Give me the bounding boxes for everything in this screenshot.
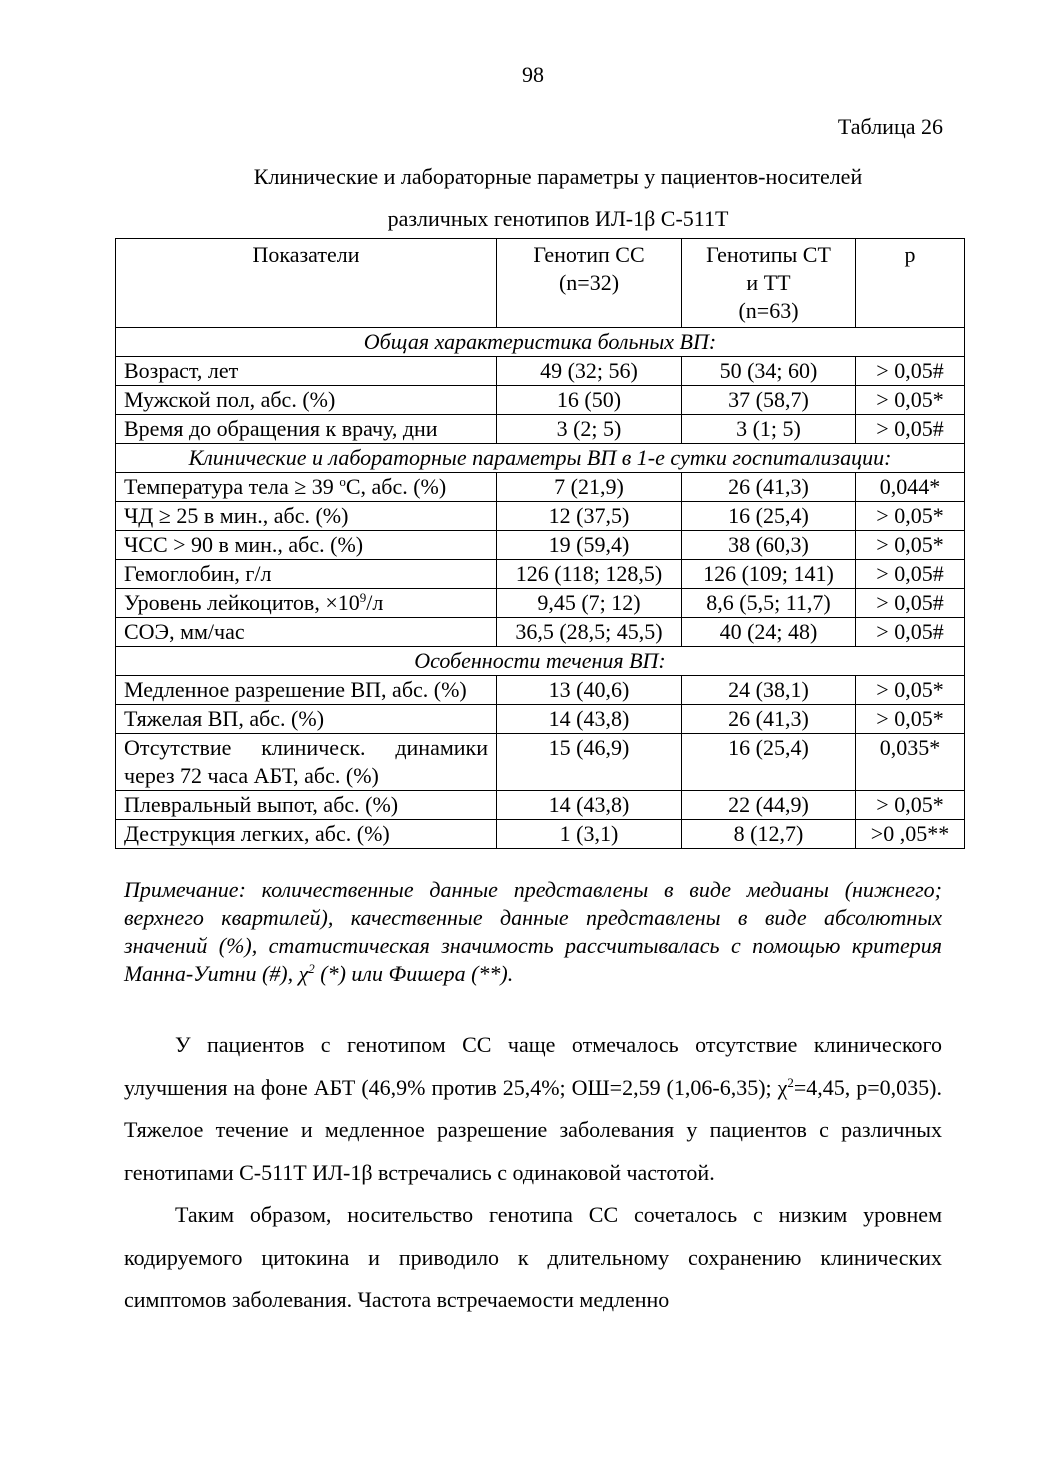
- cell-ct-tt: 22 (44,9): [682, 791, 856, 820]
- cell-p: > 0,05#: [856, 415, 965, 444]
- cell-cc: 7 (21,9): [497, 473, 682, 502]
- row-label: Плевральный выпот, абс. (%): [116, 791, 497, 820]
- cell-ct-tt: 8 (12,7): [682, 820, 856, 849]
- cell-cc: 9,45 (7; 12): [497, 589, 682, 618]
- cell-ct-tt: 37 (58,7): [682, 386, 856, 415]
- cell-p: >0 ,05**: [856, 820, 965, 849]
- row-label: Мужской пол, абс. (%): [116, 386, 497, 415]
- table-row: [116, 357, 965, 386]
- table-row: [116, 589, 965, 618]
- cell-ct-tt: 40 (24; 48): [682, 618, 856, 647]
- cell-cc: 36,5 (28,5; 45,5): [497, 618, 682, 647]
- table-row: [116, 560, 965, 589]
- cell-p: > 0,05#: [856, 618, 965, 647]
- table-row: [116, 502, 965, 531]
- table-row: [116, 386, 965, 415]
- cell-p: > 0,05*: [856, 531, 965, 560]
- cell-cc: 49 (32; 56): [497, 357, 682, 386]
- table-row: [116, 618, 965, 647]
- table-note: Примечание: количественные данные представлены в виде медианы (нижнего; верхнего квартилей), качественные данные представлены в виде абсолютных значений (%), статистическая значимость рассчитывалась с помощью критерия Манна-Уитни (#), $\chi^2$ (*) или Фишера (**).: [124, 877, 942, 986]
- header-genotype-cc: Генотип СС (n=32): [497, 239, 682, 328]
- cell-ct-tt: 38 (60,3): [682, 531, 856, 560]
- section-row: Особенности течения ВП:: [116, 647, 965, 676]
- cell-p: 0,044*: [856, 473, 965, 502]
- cell-p: > 0,05*: [856, 676, 965, 705]
- cell-cc: 3 (2; 5): [497, 415, 682, 444]
- section-row: Клинические и лабораторные параметры ВП в 1-е сутки госпитализации:: [116, 444, 965, 473]
- table-row: [116, 415, 965, 444]
- table-title-line-2: различных генотипов ИЛ-1β С-511Т: [387, 206, 729, 231]
- cell-ct-tt: 26 (41,3): [682, 473, 856, 502]
- cell-ct-tt: 16 (25,4): [682, 734, 856, 791]
- header-genotype-ct-tt: Генотипы СТ и ТТ (n=63): [682, 239, 856, 328]
- table-row: [116, 473, 965, 502]
- table-row: [116, 791, 965, 820]
- table-label: Таблица 26: [837, 114, 943, 139]
- row-label: ЧД ≥ 25 в мин., абс. (%): [116, 502, 497, 531]
- section-row: Общая характеристика больных ВП:: [116, 328, 965, 357]
- paragraph: Таким образом, носительство генотипа СС сочеталось с низким уровнем кодируемого цитокина и приводило к длительному сохранению клинических симптомов заболевания. Частота встречаемости медленно: [124, 1202, 942, 1312]
- body-text: [124, 1024, 942, 1322]
- cell-p: > 0,05*: [856, 705, 965, 734]
- row-label: Деструкция легких, абс. (%): [116, 820, 497, 849]
- cell-cc: 1 (3,1): [497, 820, 682, 849]
- cell-cc: 15 (46,9): [497, 734, 682, 791]
- table-row: [116, 676, 965, 705]
- cell-p: 0,035*: [856, 734, 965, 791]
- paragraph: У пациентов с генотипом СС чаще отмечалось отсутствие клинического улучшения на фоне АБТ (46,9% против 25,4%; ОШ=2,59 (1,06-6,35); $\chi^2=4,45$, р=0,035). Тяжелое течение и медленное разрешение заболевания у пациентов с различных генотипами С-511Т ИЛ-1β встречались с одинаковой частотой.: [124, 1032, 943, 1185]
- cell-ct-tt: 8,6 (5,5; 11,7): [682, 589, 856, 618]
- cell-ct-tt: 24 (38,1): [682, 676, 856, 705]
- cell-p: > 0,05*: [856, 502, 965, 531]
- cell-ct-tt: 50 (34; 60): [682, 357, 856, 386]
- row-label: Медленное разрешение ВП, абс. (%): [116, 676, 497, 705]
- cell-p: > 0,05#: [856, 589, 965, 618]
- cell-ct-tt: 126 (109; 141): [682, 560, 856, 589]
- cell-cc: 19 (59,4): [497, 531, 682, 560]
- cell-cc: 12 (37,5): [497, 502, 682, 531]
- table-row: [116, 705, 965, 734]
- table-row: [116, 734, 965, 791]
- row-label: СОЭ, мм/час: [116, 618, 497, 647]
- row-label: Отсутствие клиническ. динамики через 72 часа АБТ, абс. (%): [116, 734, 497, 791]
- table-row: [116, 820, 965, 849]
- row-label: Температура тела ≥ 39 $^о$С, абс. (%): [116, 473, 497, 502]
- table-row: [116, 531, 965, 560]
- row-label: Возраст, лет: [116, 357, 497, 386]
- cell-ct-tt: 3 (1; 5): [682, 415, 856, 444]
- row-label: ЧСС > 90 в мин., абс. (%): [116, 531, 497, 560]
- page-number: 98: [522, 62, 544, 87]
- cell-p: > 0,05#: [856, 560, 965, 589]
- cell-cc: 13 (40,6): [497, 676, 682, 705]
- cell-ct-tt: 16 (25,4): [682, 502, 856, 531]
- cell-p: > 0,05#: [856, 357, 965, 386]
- cell-p: > 0,05*: [856, 791, 965, 820]
- row-label: Тяжелая ВП, абс. (%): [116, 705, 497, 734]
- table-title: [120, 156, 996, 240]
- cell-p: > 0,05*: [856, 386, 965, 415]
- header-indicators: Показатели: [116, 239, 497, 328]
- parameters-table: [115, 238, 965, 849]
- header-p: p: [856, 239, 965, 328]
- row-label: Уровень лейкоцитов, $\times 10^9/л$: [116, 589, 497, 618]
- cell-cc: 126 (118; 128,5): [497, 560, 682, 589]
- cell-ct-tt: 26 (41,3): [682, 705, 856, 734]
- cell-cc: 14 (43,8): [497, 791, 682, 820]
- row-label: Гемоглобин, г/л: [116, 560, 497, 589]
- row-label: Время до обращения к врачу, дни: [116, 415, 497, 444]
- cell-cc: 14 (43,8): [497, 705, 682, 734]
- table-title-line-1: Клинические и лабораторные параметры у пациентов-носителей: [253, 164, 863, 189]
- cell-cc: 16 (50): [497, 386, 682, 415]
- table-header-row: [116, 239, 965, 328]
